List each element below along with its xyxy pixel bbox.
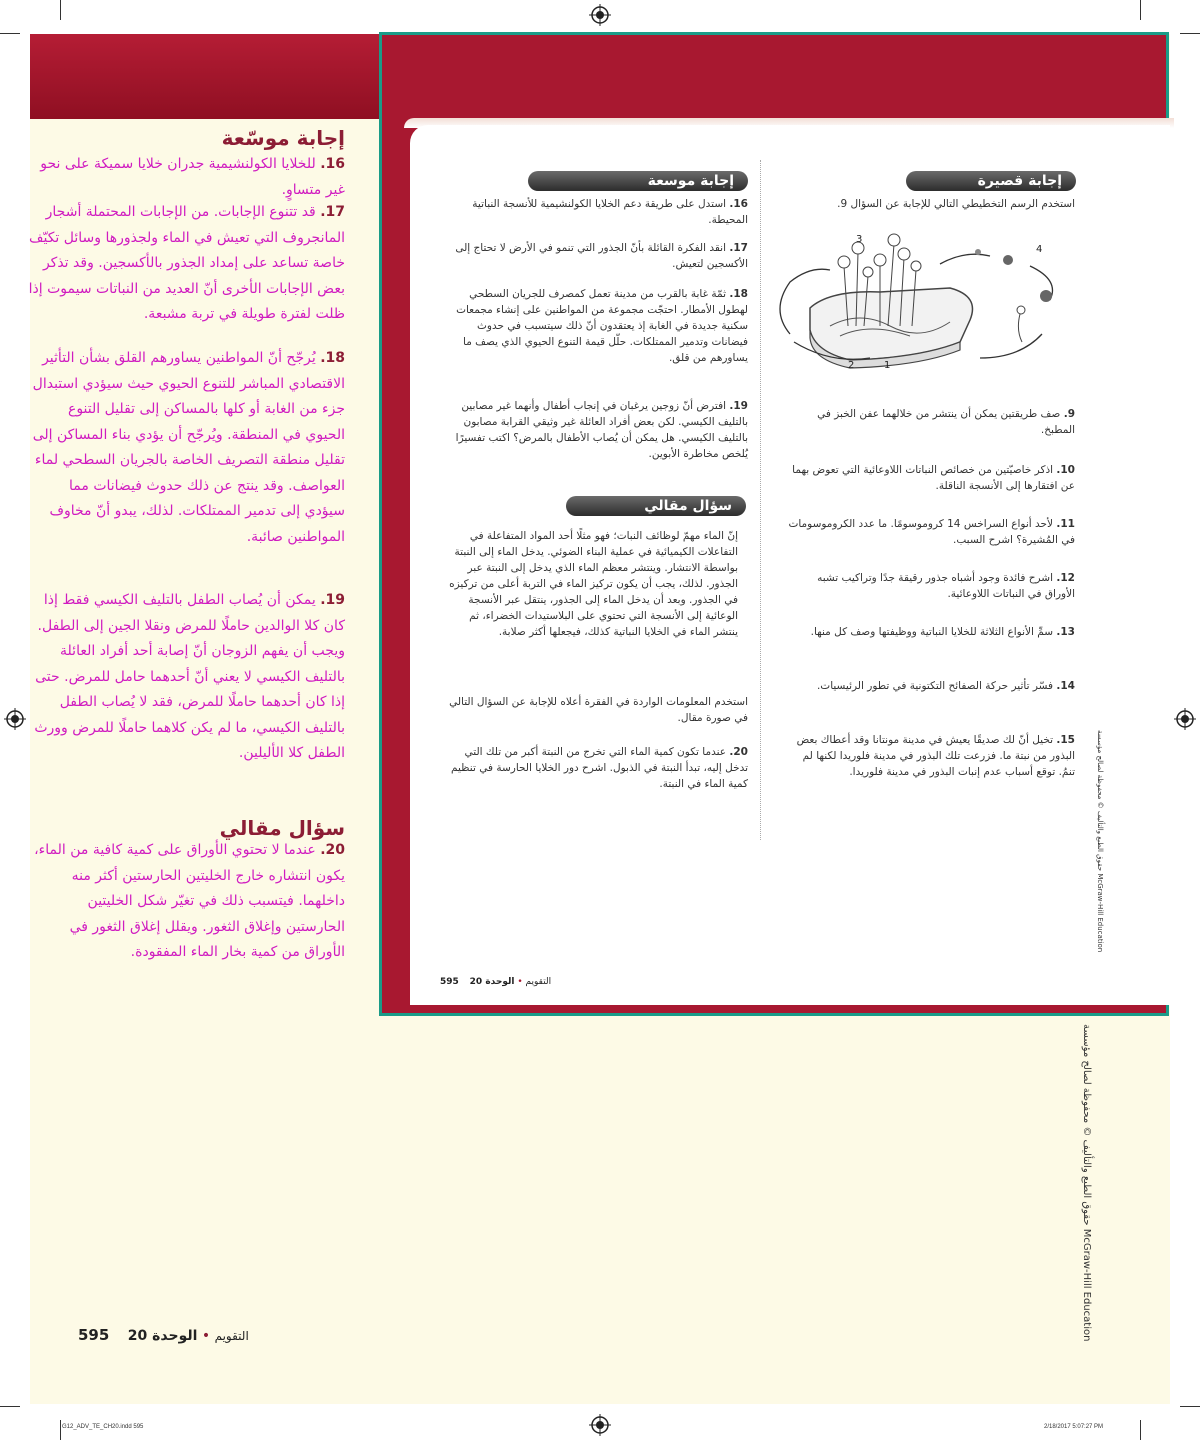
crop-mark — [0, 1406, 20, 1407]
student-footer-sep: • — [517, 977, 523, 987]
student-footer-topic: التقويم — [525, 977, 552, 987]
tw-answer-20 — [27, 838, 345, 966]
tw-answer-number: 20. — [320, 842, 345, 858]
diagram-label-1: 1 — [884, 360, 891, 371]
registration-mark-icon — [1174, 708, 1196, 730]
header-band — [30, 34, 380, 119]
question-number: 10. — [1056, 464, 1075, 476]
tw-answer-17 — [27, 200, 345, 328]
slug-file: G12_ADV_TE_CH20.indd 595 — [62, 1424, 144, 1430]
extended-question-19 — [448, 398, 748, 462]
short-question-12 — [785, 570, 1075, 602]
question-text: افترض أنّ زوجين يرغبان في إنجاب أطفال وأنهما غير مصابين بالتليف الكيسي. لكن بعض أفراد العائلة غير وثيقي القرابة مصابون بالتليف الكيسي. هل يمكن أن يُصاب الأطفال بالمرض؟ اكتب تفسيرًا يُلخص مخاطرة الأبوين. — [455, 400, 748, 460]
question-number: 20. — [729, 746, 748, 758]
question-number: 9. — [1063, 408, 1075, 420]
tw-answer-text: للخلايا الكولنشيمية جدران خلايا سميكة على نحو غير متساوٍ. — [40, 156, 345, 198]
diagram-label-2: 2 — [848, 360, 855, 371]
extended-question-17 — [448, 240, 748, 272]
crop-mark — [1180, 1406, 1200, 1407]
question-number: 18. — [729, 288, 748, 300]
tw-footer-page: 595 — [78, 1326, 110, 1344]
tw-essay-heading: سؤال مقالي — [219, 816, 345, 840]
short-question-9 — [785, 406, 1075, 438]
extended-response-heading: إجابة موسعة — [528, 171, 748, 191]
tw-answer-number: 19. — [320, 592, 345, 608]
tw-footer — [78, 1326, 249, 1344]
tw-extended-heading: إجابة موسّعة — [221, 126, 345, 150]
short-question-15 — [785, 732, 1075, 780]
question-number: 13. — [1056, 626, 1075, 638]
tw-answer-number: 18. — [320, 350, 345, 366]
crop-mark — [1140, 1420, 1141, 1440]
diagram-label-3: 3 — [856, 234, 863, 245]
tw-answer-18 — [27, 346, 345, 550]
crop-mark — [0, 33, 20, 34]
column-divider — [760, 160, 761, 840]
crop-mark — [60, 1420, 61, 1440]
question-number: 12. — [1056, 572, 1075, 584]
short-question-11 — [785, 516, 1075, 548]
short-answer-heading: إجابة قصيرة — [906, 171, 1076, 191]
tw-answer-number: 16. — [320, 156, 345, 172]
crop-mark — [1180, 33, 1200, 34]
slug-date: 2/18/2017 5:07:27 PM — [1044, 1424, 1104, 1430]
crop-mark — [1140, 0, 1141, 20]
registration-mark-icon — [589, 1414, 611, 1436]
question-number: 11. — [1056, 518, 1075, 530]
question-text: صف طريقتين يمكن أن ينتشر من خلالهما عفن الخبز في المطبخ. — [817, 408, 1075, 436]
bread-mold-diagram — [770, 230, 1080, 378]
question-number: 19. — [729, 400, 748, 412]
tw-answer-text: قد تتنوع الإجابات. من الإجابات المحتملة أشجار المانجروف التي تعيش في الماء ولجذورها وسائل تكيّف خاصة تساعد على إمداد الجذور بالأكسجين. وقد تذكر بعض الإجابات الأخرى أنّ العديد من النباتات سيموت إذا ظلت لفترة طويلة في تربة مشبعة. — [28, 204, 345, 322]
essay-question-20 — [448, 744, 748, 792]
registration-mark-icon — [4, 708, 26, 730]
tw-answer-16 — [27, 152, 345, 203]
question-text: اشرح فائدة وجود أشباه جذور رقيقة جدًا وتراكيب تشبه الأوراق في النباتات اللاوعائية. — [817, 572, 1075, 600]
question-number: 16. — [729, 198, 748, 210]
essay-question-heading: سؤال مقالي — [566, 496, 746, 516]
question-number: 15. — [1056, 734, 1075, 746]
tw-answer-19 — [27, 588, 345, 767]
essay-paragraph: إنّ الماء مهمّ لوظائف النبات؛ فهو مثلًا أحد المواد المتفاعلة في التفاعلات الكيميائية في عملية البناء الضوئي. يدخل الماء إلى النبتة بواسطة الانتشار. وينتشر معظم الماء الذي يدخل إلى النبتة عبر الجذور. لذلك، يجب أن يكون تركيز الماء في التربة أعلى من تركيزه في الجذور. وبعد أن يدخل الماء إلى الجذور، ينتقل عبر الأنسجة الوعائية إلى الأنسجة التي تحتوي على البلاستيدات الخضراء، ثم ينتشر الماء في الخلايا النباتية كذلك، فيجعلها أكثر صلابة. — [449, 530, 738, 638]
tw-footer-topic: التقويم — [214, 1329, 249, 1343]
diagram-label-4: 4 — [1036, 244, 1043, 255]
margin-copyright-vertical: حقوق الطبع والتأليف © محفوظة لصالح مؤسسة McGraw-Hill Education — [1081, 1024, 1092, 1342]
tw-footer-sep: • — [201, 1328, 211, 1344]
question-text: ثمّة غابة بالقرب من مدينة تعمل كمصرف للجريان السطحي لهطول الأمطار. احتجّت مجموعة من المواطنين على إنشاء مجمعات سكنية جديدة في الغابة إذ يعتقدون أنّ ذلك سيتسبب في حدوث فيضانات وتدمير الممتلكات. حلّل قيمة التنوع الحيوي الذي يصف ما يساورهم من قلق. — [456, 288, 748, 364]
short-answer-intro: استخدم الرسم التخطيطي التالي للإجابة عن السؤال 9. — [837, 198, 1075, 210]
short-question-14 — [785, 678, 1075, 694]
question-text: تخيل أنّ لك صديقًا يعيش في مدينة مونتانا وقد أعطاك بعض البذور من نبتة ما. فزرعت تلك البذور في مدينة فلوريدا لكنها لم تنمُ. توقع أسباب عدم إنبات البذور في مدينة فلوريدا. — [796, 734, 1075, 778]
student-copyright-vertical: حقوق الطبع والتأليف © محفوظة لصالح مؤسسة McGraw-Hill Education — [1096, 730, 1104, 953]
tw-answer-text: يمكن أن يُصاب الطفل بالتليف الكيسي فقط إذا كان كلا الوالدين حاملًا للمرض ونقلا الجين إلى الطفل. ويجب أن يفهم الزوجان أنّ إصابة أحد أفراد العائلة بالتليف الكيسي لا يعني أنّ أحدهما حامل للمرض. حتى إذا كان أحدهما حاملًا للمرض، فقد لا يُصاب الطفل بالتليف الكيسي، ما لم يكن كلاهما حاملًا للمرض وورث الطفل كلا الأليلين. — [34, 592, 345, 761]
question-text: عندما تكون كمية الماء التي تخرج من النبتة أكبر من تلك التي تدخل إليه، تبدأ النبتة في الذبول. اشرح دور الخلايا الحارسة في تنظيم كمية الماء في النبتة. — [451, 746, 748, 790]
short-question-10 — [785, 462, 1075, 494]
tw-footer-unit: الوحدة 20 — [127, 1328, 198, 1344]
question-number: 14. — [1056, 680, 1075, 692]
question-text: اذكر خاصيّتين من خصائص النباتات اللاوعائية التي تعوض بهما عن افتقارها إلى الأنسجة الناقلة. — [792, 464, 1075, 492]
crop-mark — [60, 0, 61, 20]
short-question-13 — [785, 624, 1075, 640]
student-footer — [440, 977, 551, 987]
tw-answer-number: 17. — [320, 204, 345, 220]
question-text: فسّر تأثير حركة الصفائح التكتونية في تطور الرئيسيات. — [816, 680, 1054, 692]
question-text: سمِّ الأنواع الثلاثة للخلايا النباتية ووظيفتها وصف كل منها. — [810, 626, 1054, 638]
extended-question-16 — [448, 196, 748, 228]
essay-instruction: استخدم المعلومات الواردة في الفقرة أعلاه للإجابة عن السؤال التالي في صورة مقال. — [449, 696, 748, 724]
student-footer-unit: الوحدة 20 — [469, 977, 515, 987]
registration-mark-icon — [589, 4, 611, 26]
tw-answer-text: يُرجّح أنّ المواطنين يساورهم القلق بشأن التأثير الاقتصادي المباشر للتنوع الحيوي حيث سيؤدي استبدال جزء من الغابة أو كلها بالمساكن إلى تقليل التنوع الحيوي في المنطقة. ويُرجّح أن يؤدي بناء المساكن إلى تقليل منطقة التصريف الخاصة بالجريان السطحي لماء العواصف. وقد ينتج عن ذلك حدوث فيضانات مما سيؤدي إلى تدمير الممتلكات. لذلك، يبدو أنّ مخاوف المواطنين صائبة. — [32, 350, 345, 545]
tw-answer-text: عندما لا تحتوي الأوراق على كمية كافية من الماء، يكون انتشاره خارج الخليتين الحارستين أكثر منه داخلهما. فيتسبب ذلك في تغيّر شكل الخليتين الحارستين وإغلاق الثغور. ويقلل إغلاق الثغور في الأوراق من كمية بخار الماء المفقودة. — [34, 842, 345, 960]
student-footer-page: 595 — [440, 977, 459, 987]
question-text: لأحد أنواع السراخس 14 كروموسومًا. ما عدد الكروموسومات في المُشيرة؟ اشرح السبب. — [788, 518, 1075, 546]
question-text: انقد الفكرة القائلة بأنّ الجذور التي تنمو في الأرض لا تحتاج إلى الأكسجين لتعيش. — [455, 242, 748, 270]
extended-question-18 — [448, 286, 748, 366]
question-number: 17. — [729, 242, 748, 254]
question-text: استدل على طريقة دعم الخلايا الكولنشيمية للأنسجة النباتية المحيطة. — [472, 198, 748, 226]
